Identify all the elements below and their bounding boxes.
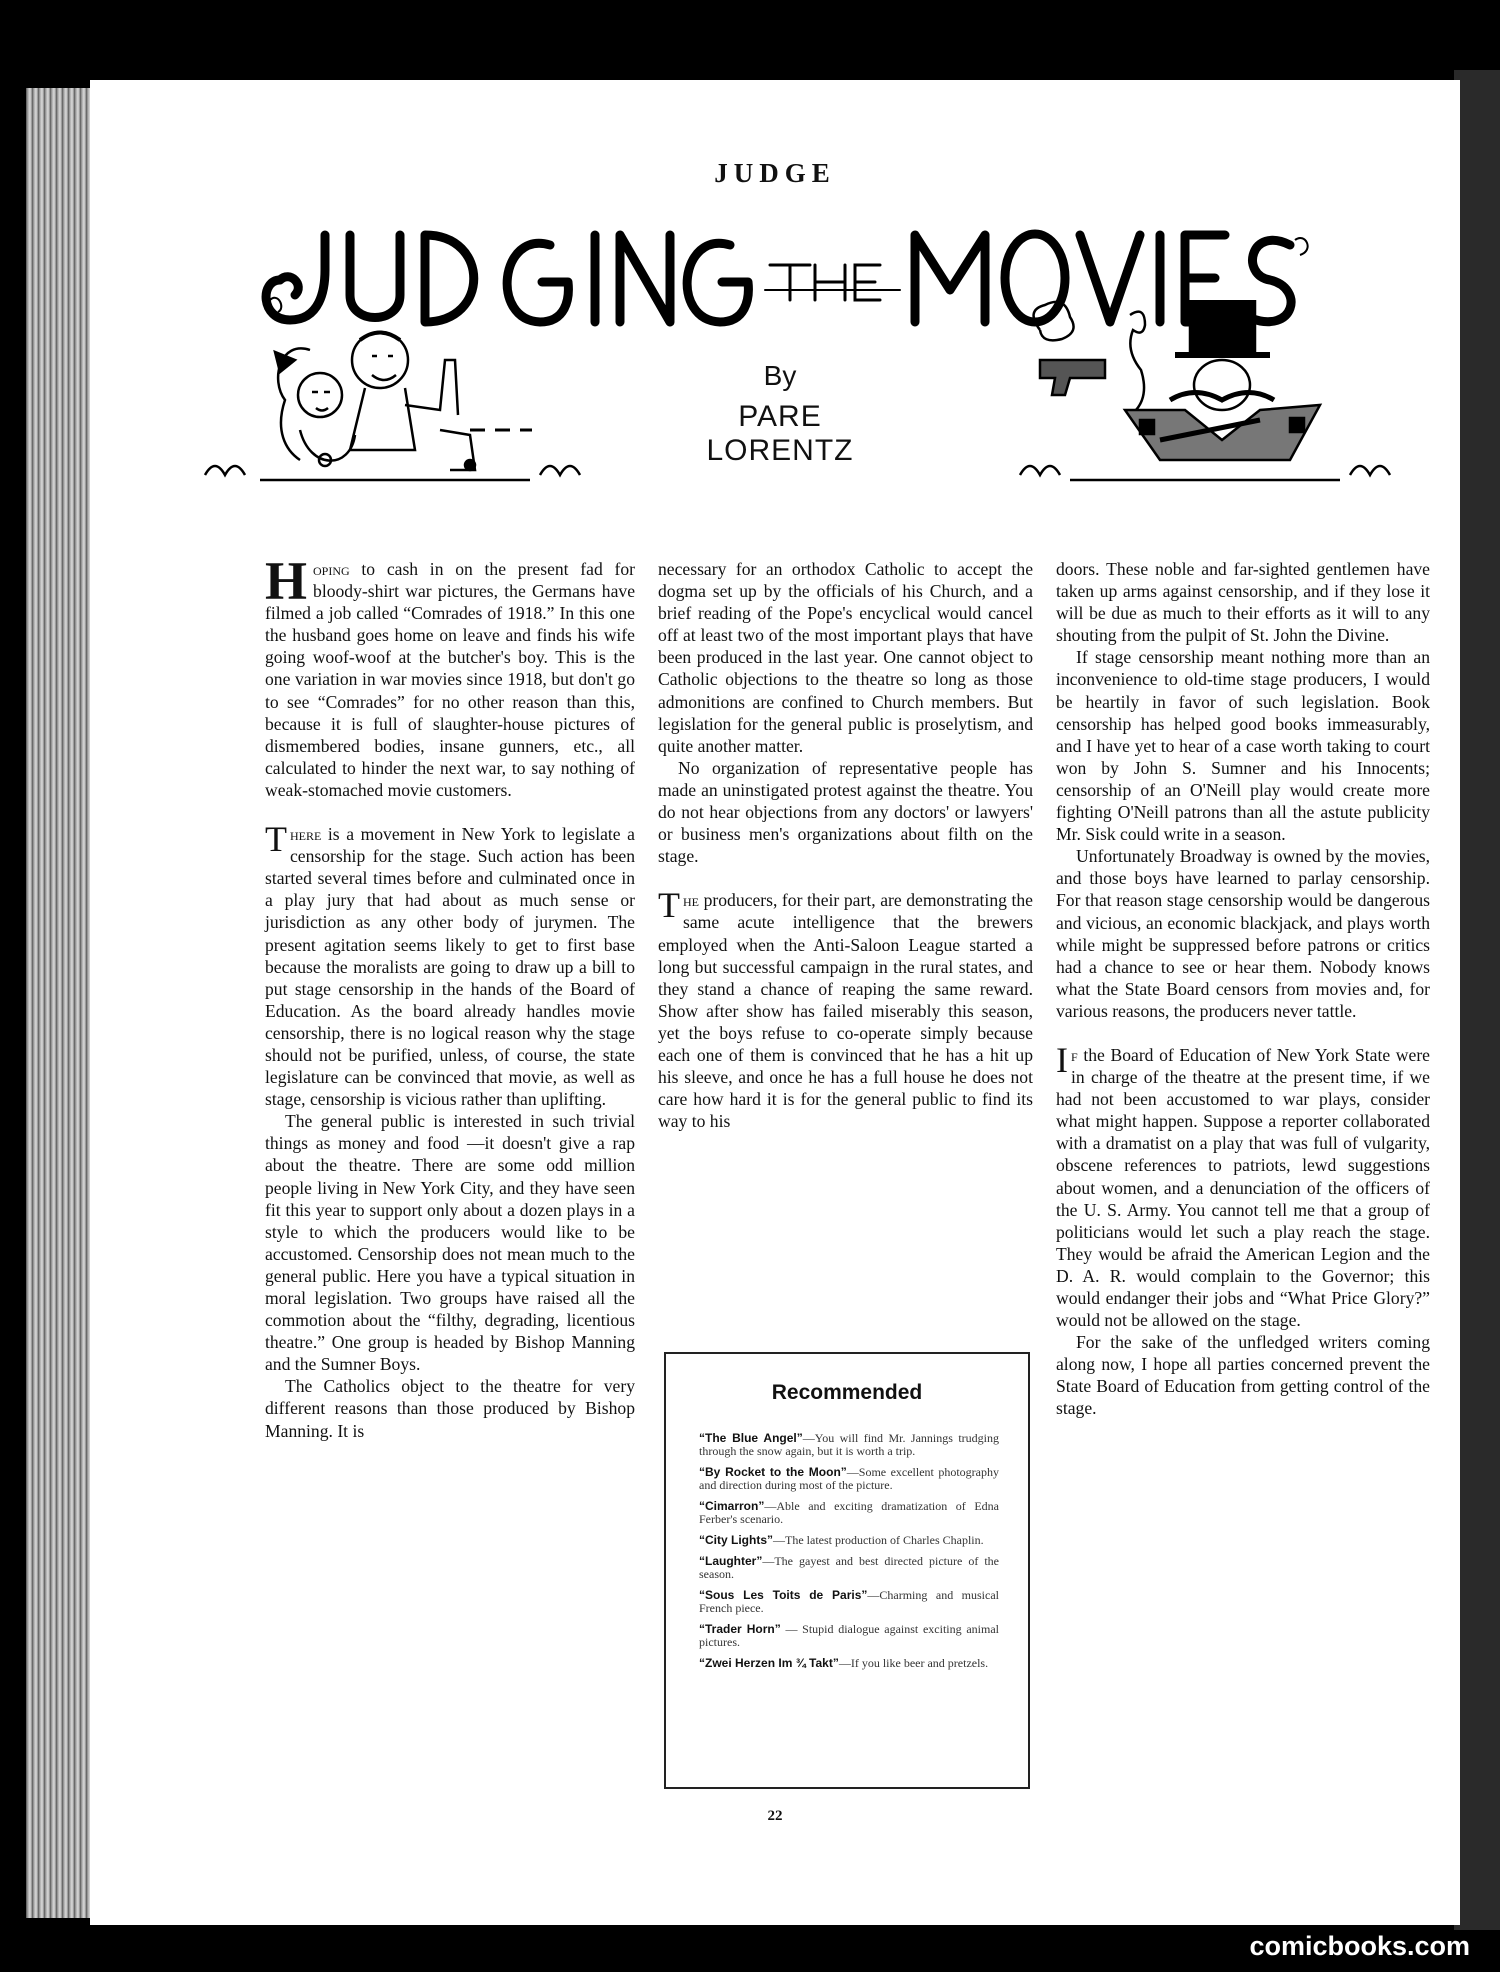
cartoon-couple-illustration <box>200 320 620 490</box>
byline-author: PARE LORENTZ <box>706 400 854 467</box>
drop-cap: I <box>1056 1039 1068 1080</box>
paragraph: doors. These noble and far-sighted gentlemen have taken up arms against censorship, and if they lose it will be due as much to their efforts as it will to any shouting from the pulpit of St. John the Divine. <box>1056 559 1430 646</box>
byline-by: By <box>763 360 797 391</box>
paragraph: No organization of representative people has made an uninstigated protest against the theatre. You do not hear objections from any doctors' or lawyers' or business men's organizations about filth on the stage. <box>658 757 1033 867</box>
book-right-edge <box>1454 70 1500 1930</box>
paragraph: If the Board of Education of New York State were in charge of the theatre at the present time, if we had not been accustomed to war plays, consider what might happen. Suppose a reporter collaborated with a dramatist on a play that was full of vulgarity, obscene references to patriots, lewd suggestions about women, and a denunciation of the officers of the U. S. Army. You cannot tell me that a group of politicians would let such a play reach the stage. They would be afraid the American Legion and the D. A. R. would complain to the Governor; this would endanger their jobs and “What Price Glory?” would not be allowed on the stage. <box>1056 1039 1430 1331</box>
drop-cap: T <box>265 819 287 860</box>
drop-cap: H <box>265 551 308 611</box>
paragraph: Hoping to cash in on the present fad for bloody-shirt war pictures, the Germans have filmed a job called “Comrades of 1918.” In this one the husband goes home on leave and finds his wife going woof-woof at the butcher's boy. This is the one variation in war movies since 1918, but don't go to see “Comrades” for no other reason than this, because it is full of slaughter-house pictures of dismembered bodies, insane gunners, etc., all calculated to hinder the next war, to say nothing of weak-stomached movie customers. <box>265 551 635 800</box>
watermark: comicbooks.com <box>1249 1931 1470 1961</box>
recommended-list <box>699 1432 999 1678</box>
recommended-item: “By Rocket to the Moon”—Some excellent photography and direction during most of the picture. <box>699 1465 999 1492</box>
paragraph: For the sake of the unfledged writers coming along now, I hope all parties concerned prevent the State Board of Education from getting control of the stage. <box>1056 1332 1430 1419</box>
paragraph: The Catholics object to the theatre for very different reasons than those produced by Bishop Manning. It is <box>265 1376 635 1441</box>
masthead: JUDGE <box>714 158 836 188</box>
recommended-item: “Trader Horn” — Stupid dialogue against exciting animal pictures. <box>699 1622 999 1649</box>
article-column-1 <box>265 551 635 1442</box>
cartoon-gunman-illustration <box>1010 300 1440 490</box>
paragraph: The producers, for their part, are demonstrating the same acute intelligence that the brewers employed when the Anti-Saloon League started a long but successful campaign in the rural states, and they stand a chance of reaping the same reward. Show after show has failed miserably this season, yet the boys refuse to co-operate simply because each one of them is convinced that he has a hit up his sleeve, and once he has a full house he does not care how hard it is for the general public to find its way to his <box>658 885 1033 1132</box>
paragraph: Unfortunately Broadway is owned by the movies, and those boys have learned to parlay censorship. For that reason stage censorship would be dangerous and vicious, an economic blackjack, and plays worth while might be suppressed before patrons or critics had a chance to see or hear them. Nobody knows what the State Board censors from movies and, for various reasons, the producers never tattle. <box>1056 846 1430 1021</box>
recommended-item: “Cimarron”—Able and exciting dramatization of Edna Ferber's scenario. <box>699 1499 999 1526</box>
recommended-item: “The Blue Angel”—You will find Mr. Jannings trudging through the snow again, but it is worth a trip. <box>699 1431 999 1458</box>
page-number: 22 <box>767 1808 783 1824</box>
recommended-item: “Zwei Herzen Im ¾ Takt”—If you like beer and pretzels. <box>699 1656 989 1670</box>
drop-cap: T <box>658 885 680 926</box>
recommended-item: “City Lights”—The latest production of Charles Chaplin. <box>699 1533 984 1547</box>
recommended-item: “Sous Les Toits de Paris”—Charming and musical French piece. <box>699 1588 999 1615</box>
magazine-page <box>90 80 1460 1925</box>
recommended-title: Recommended <box>771 1381 923 1404</box>
paragraph: necessary for an orthodox Catholic to accept the dogma set up by the officials of his Church, and a brief reading of the Pope's encyclical would cancel off at least two of the most important plays that have been produced in the last year. One cannot object to Catholic objections to the theatre so long as those admonitions are confined to Church members. But legislation for the general public is proselytism, and quite another matter. <box>658 559 1033 756</box>
paragraph: The general public is interested in such trivial things as money and food —it doesn't give a rap about the theatre. There are some odd million people living in New York City, and they have seen fit this year to support only about a dozen plays in a style to which the producers would like to be accustomed. Censorship does not mean much to the general public. Here you have a typical situation in moral legislation. Two groups have raised all the commotion about the “filthy, degrading, licentious theatre.” One group is headed by Bishop Manning and the Sumner Boys. <box>265 1111 635 1375</box>
paragraph: If stage censorship meant nothing more than an inconvenience to old-time stage producers, I would be heartily in favor of such legislation. Book censorship has helped good books immeasurably, and I have yet to hear of a case worth taking to court won by John S. Sumner and his Innocents; censorship of an O'Neill play would create more fighting O'Neill patrons than all the astute publicity Mr. Sisk could write in a season. <box>1056 647 1430 845</box>
recommended-box <box>664 1352 1030 1789</box>
recommended-item: “Laughter”—The gayest and best directed picture of the season. <box>699 1554 999 1581</box>
article-column-3 <box>1056 558 1430 1420</box>
paragraph: There is a movement in New York to legislate a censorship for the stage. Such action has been started several times before and culminated once in a play jury that had about as much sense or jurisdiction as any other body of jurymen. The present agitation seems likely to get to first base because the moralists are going to draw up a bill to put stage censorship in the hands of the Board of Education. As the board already handles movie censorship, there is no logical reason why the stage should not be purified, unless, of course, the state legislature can be convinced that movie, as well as stage, censorship is vicious rather than uplifting. <box>265 819 635 1110</box>
article-column-2 <box>658 558 1033 1132</box>
